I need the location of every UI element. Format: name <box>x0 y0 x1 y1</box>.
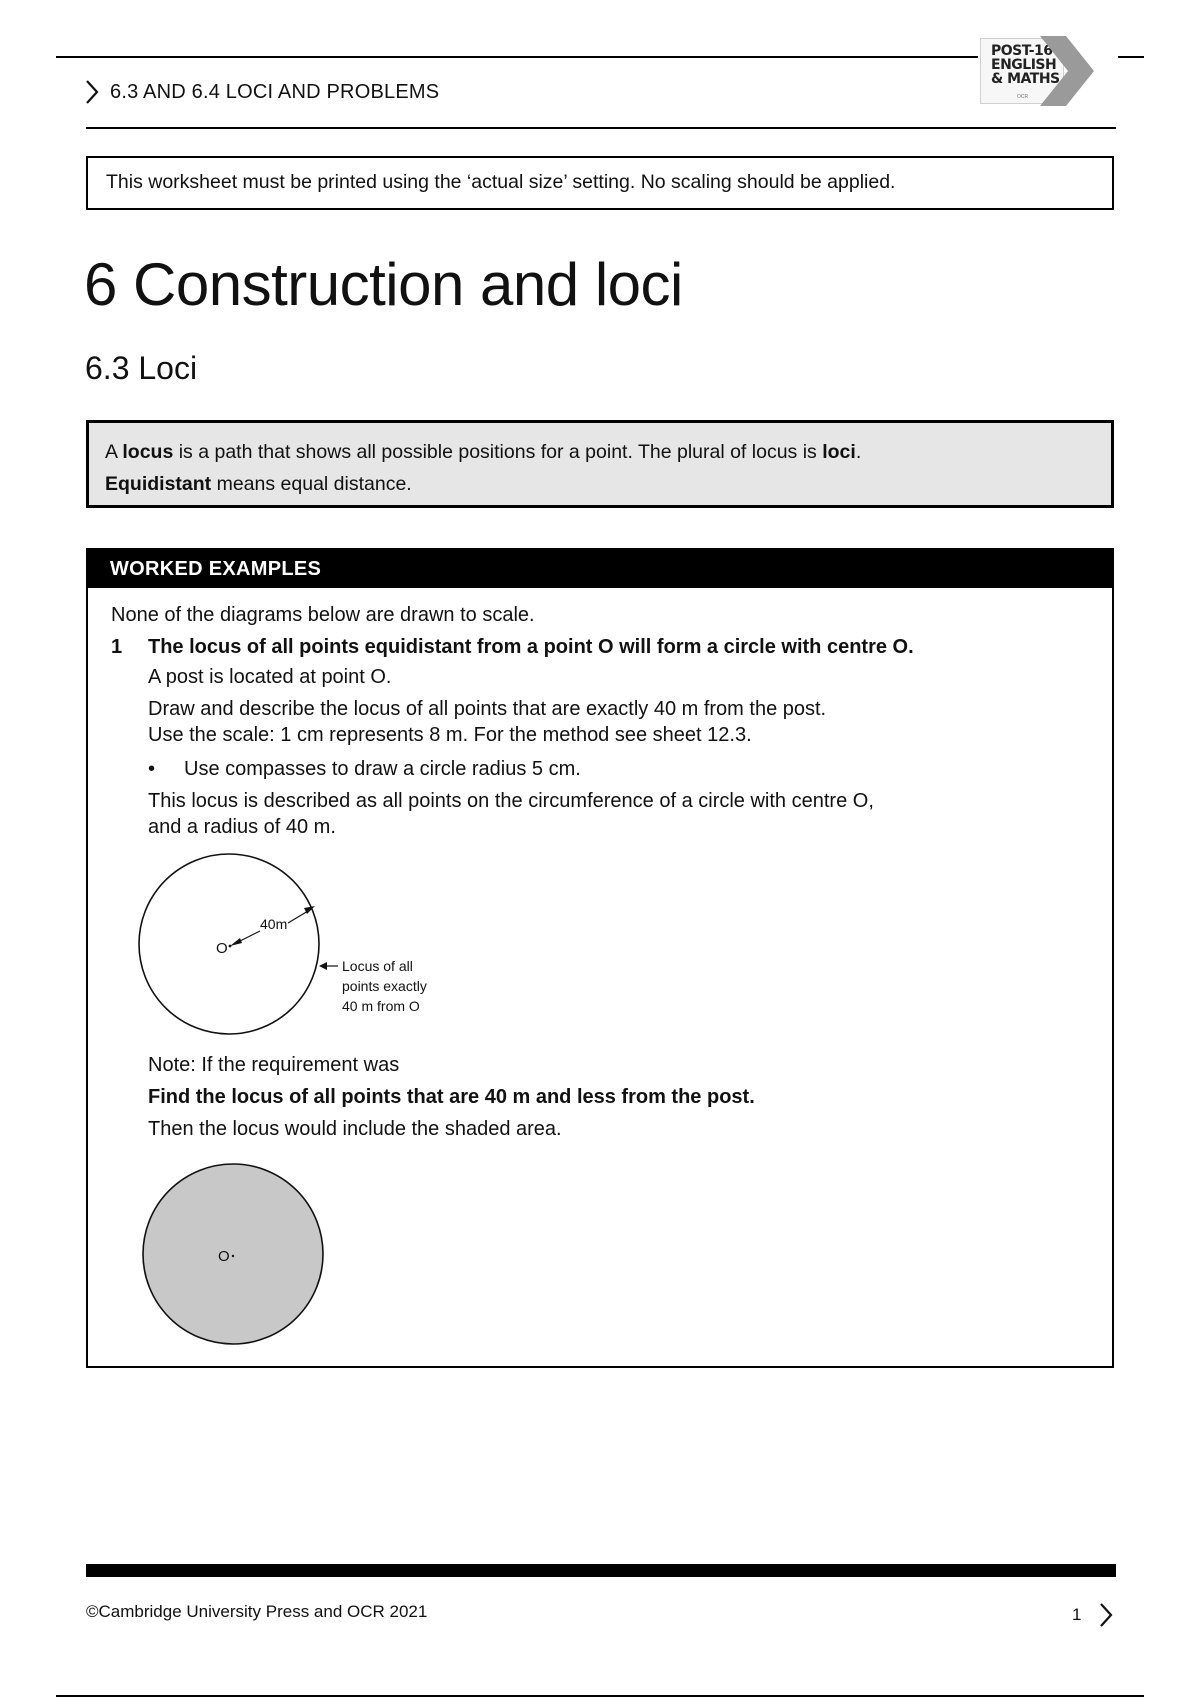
shaded-centre-label: O <box>218 1248 230 1265</box>
para-post: A post is located at point O. <box>148 666 392 688</box>
copyright-text: ©Cambridge University Press and OCR 2021 <box>86 1602 428 1621</box>
para-scale: Use the scale: 1 cm represents 8 m. For the method see sheet 12.3. <box>148 724 752 746</box>
diagram-circle-locus <box>138 852 438 1042</box>
chapter-title: 6 Construction and loci <box>84 251 683 318</box>
worked-examples-heading: WORKED EXAMPLES <box>88 550 1112 588</box>
def-term-loci: loci <box>822 441 856 463</box>
logo-small-text: OCR <box>1017 94 1029 100</box>
annotation-line-2: points exactly <box>342 978 427 994</box>
radius-label: 40m <box>260 916 288 932</box>
definition-line-2 <box>105 468 1095 500</box>
def-term-equidistant: Equidistant <box>105 473 212 495</box>
locus-circle <box>139 854 319 1034</box>
question-title: The locus of all points equidistant from a point O will form a circle with centre O. <box>148 636 914 658</box>
radius-arrowhead-inner <box>230 938 242 946</box>
bullet-mark: • <box>148 758 156 780</box>
worked-intro: None of the diagrams below are drawn to scale. <box>111 604 535 626</box>
def-term-locus: locus <box>122 441 174 463</box>
annotation-line-1: Locus of all <box>342 958 413 974</box>
bottom-rule <box>56 1695 1144 1697</box>
header-breadcrumb <box>84 78 439 106</box>
shaded-centre-point <box>232 1255 234 1257</box>
header-rule <box>86 127 1116 129</box>
next-page-chevron-icon <box>1098 1602 1114 1628</box>
section-title: 6.3 Loci <box>85 350 198 386</box>
definition-box <box>86 420 1114 508</box>
definition-line-1 <box>105 436 1095 468</box>
centre-label: O <box>216 940 228 957</box>
annotation-line-3: 40 m from O <box>342 998 420 1014</box>
def-text-c: . <box>855 441 862 463</box>
diagram-shaded-circle <box>138 1162 338 1352</box>
logo-chevron-icon <box>1038 36 1098 106</box>
post16-logo <box>978 36 1118 106</box>
bullet-text: Use compasses to draw a circle radius 5 cm. <box>184 758 581 780</box>
header-title: 6.3 AND 6.4 LOCI AND PROBLEMS <box>110 80 440 103</box>
para-locus-desc-2: and a radius of 40 m. <box>148 816 336 838</box>
logo-line-1: POST-16 <box>991 43 1053 59</box>
page-number: 1 <box>1072 1605 1082 1624</box>
def-text-d: means equal distance. <box>211 473 412 495</box>
annotation-arrowhead <box>319 962 327 970</box>
note-text: Note: If the requirement was <box>148 1054 400 1076</box>
def-text-a: A <box>105 441 123 463</box>
logo-line-2: ENGLISH <box>991 57 1057 73</box>
radius-line-b <box>288 911 308 923</box>
logo-line-3: & MATHS <box>991 71 1060 87</box>
question-number: 1 <box>111 636 123 658</box>
worked-examples-box <box>86 548 1114 1368</box>
note-bold-requirement: Find the locus of all points that are 40 m and less from the post. <box>148 1086 755 1108</box>
para-locus-desc-1: This locus is described as all points on the circumference of a circle with centre O, <box>148 790 874 812</box>
chevron-right-icon <box>84 79 100 105</box>
print-notice: This worksheet must be printed using the ‘actual size’ setting. No scaling should be applied. <box>86 156 1114 210</box>
def-text-b: is a path that shows all possible positions for a point. The plural of locus is <box>173 441 823 463</box>
para-draw: Draw and describe the locus of all points that are exactly 40 m from the post. <box>148 698 827 720</box>
footer-bar <box>86 1564 1116 1577</box>
note-shaded-area: Then the locus would include the shaded area. <box>148 1118 562 1140</box>
shaded-region <box>143 1164 323 1344</box>
